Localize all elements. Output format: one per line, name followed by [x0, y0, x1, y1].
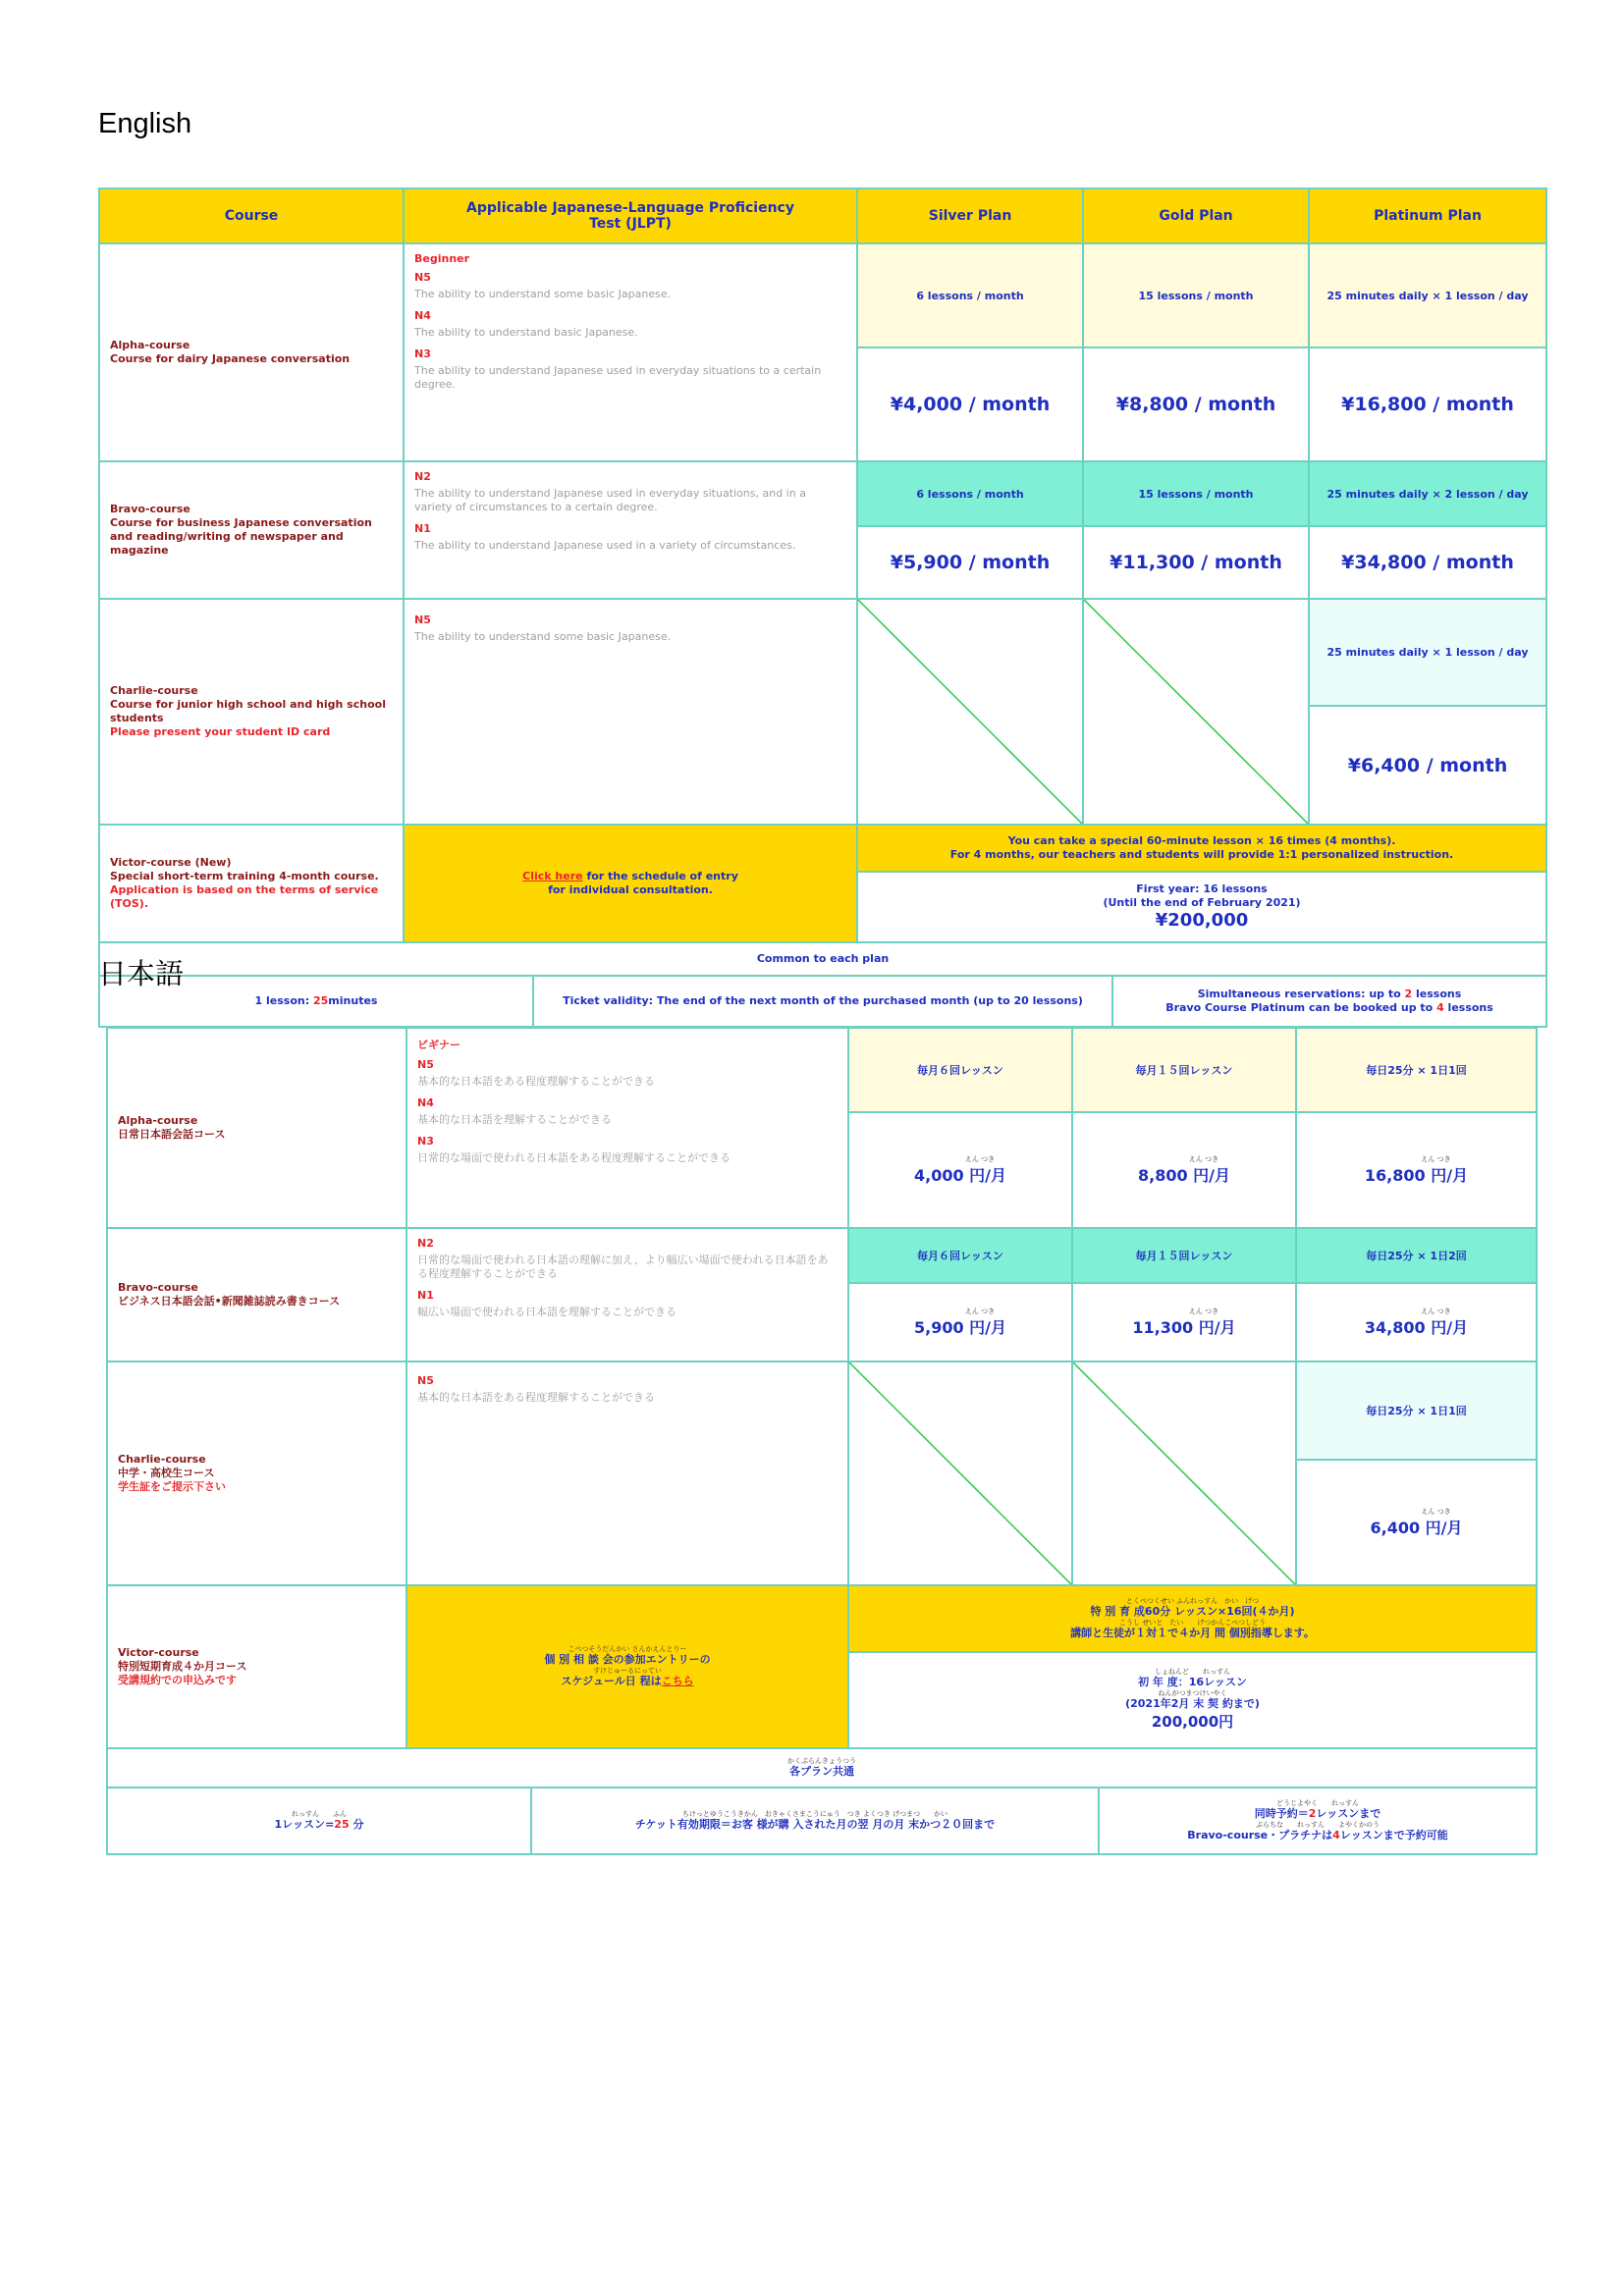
victor-course-cell [99, 825, 404, 942]
ruby-text: えん つき [964, 1154, 996, 1163]
special-line-2: 講師と生徒が１対１で４か月 間 個別指導します。 [1070, 1627, 1315, 1639]
special-line-1: 特 別 育 成60分 レッスン×16回(４か月) [1090, 1605, 1295, 1618]
diagonal-line [1084, 600, 1308, 824]
silver-not-available [857, 599, 1083, 825]
jp-bravo-gold-lessons: 毎月１５回レッスン [1072, 1228, 1296, 1283]
simul-value: 2 [1308, 1807, 1317, 1820]
ruby-text: しょねんど れっすん [1155, 1668, 1230, 1676]
jp-charlie-platinum-price-cell [1296, 1460, 1537, 1585]
jp-alpha-gold-price-cell [1072, 1112, 1296, 1228]
level-label: N4 [414, 309, 431, 322]
jp-alpha-platinum-lessons: 毎日25分 × 1日1回 [1296, 1028, 1537, 1112]
level-label: N5 [414, 614, 431, 626]
alpha-platinum-lessons: 25 minutes daily × 1 lesson / day [1309, 243, 1546, 347]
alpha-platinum-price: ¥16,800 / month [1309, 347, 1546, 461]
bravo-platinum-lessons: 25 minutes daily × 2 lesson / day [1309, 461, 1546, 526]
bravo-suffix: レッスンまで予約可能 [1339, 1829, 1448, 1842]
diagonal-line [1073, 1362, 1295, 1584]
bravo-value: 4 [1436, 1001, 1444, 1014]
lesson-value: 25 [334, 1818, 350, 1831]
course-desc: Course for dairy Japanese conversation [110, 352, 351, 365]
level-label: N5 [417, 1374, 434, 1387]
level-desc: 日常的な場面で使われる日本語をある程度理解することができる [417, 1151, 731, 1164]
jp-victor-special-cell [848, 1585, 1537, 1652]
ruby-text: ぷらちな れっすん よやくかのう [1256, 1821, 1380, 1829]
course-note: 受講規約での申込みです [118, 1674, 237, 1686]
ruby-text: えん つき [1421, 1154, 1451, 1163]
bravo-gold-price: ¥11,300 / month [1083, 526, 1309, 599]
course-note: Application is based on the terms of service (TOS). [110, 883, 379, 910]
jp-victor-entry-cell [406, 1585, 848, 1748]
course-desc: Course for business Japanese conversation and reading/writing of newspaper and magazine [110, 516, 372, 557]
lesson-suffix: minutes [328, 994, 378, 1007]
jp-ticket-validity [532, 1789, 1100, 1853]
header-jlpt: Applicable Japanese-Language Proficiency Test (JLPT) [404, 188, 857, 243]
japanese-section-title: 日本語 [98, 959, 185, 990]
ruby-text: こうし せいと たい げつかんこべつしどう [1119, 1619, 1266, 1627]
jp-bravo-platinum-price-cell [1296, 1283, 1537, 1362]
course-note: Please present your student ID card [110, 725, 331, 738]
ruby-text: えん つき [1188, 1307, 1219, 1315]
jp-bravo-silver-lessons: 毎月６回レッスン [848, 1228, 1072, 1283]
diagonal-line [849, 1362, 1071, 1584]
lesson-prefix: 1 lesson: [254, 994, 310, 1007]
ruby-text: えん つき [964, 1307, 996, 1315]
ruby-text: こべつそうだんかい さんかえんとりー [568, 1645, 687, 1653]
victor-price-cell [857, 872, 1546, 942]
jp-charlie-jlpt-cell [406, 1362, 848, 1585]
ruby-text: えん つき [1421, 1507, 1451, 1516]
simul-prefix: Simultaneous reservations: up to [1197, 988, 1405, 1000]
course-name: Bravo-course [118, 1281, 198, 1294]
jp-alpha-silver-lessons: 毎月６回レッスン [848, 1028, 1072, 1112]
charlie-platinum-lessons: 25 minutes daily × 1 lesson / day [1309, 599, 1546, 706]
jp-lesson-length [108, 1789, 532, 1853]
jp-victor-course-cell [107, 1585, 406, 1748]
course-name: Bravo-course [110, 503, 190, 515]
course-name: Charlie-course [118, 1453, 206, 1466]
first-year: First year: 16 lessons [1136, 882, 1268, 895]
first-year: 初 年 度：16レッスン [1138, 1676, 1247, 1688]
jp-alpha-jlpt-cell [406, 1028, 848, 1228]
alpha-silver-price: ¥4,000 / month [857, 347, 1083, 461]
bravo-suffix: lessons [1443, 1001, 1493, 1014]
level-desc: The ability to understand basic Japanese. [414, 326, 638, 339]
simul-suffix: lessons [1412, 988, 1462, 1000]
jp-bravo-platinum-price: 34,800 円/月 [1364, 1317, 1469, 1337]
course-desc: 日常日本語会話コース [118, 1128, 226, 1141]
until-date: (2021年2月 末 契 約まで) [1125, 1697, 1260, 1710]
common-title: 各プラン共通 [789, 1765, 854, 1778]
special-line-2: For 4 months, our teachers and students will provide 1:1 personalized instruction. [949, 848, 1454, 861]
ticket-text: チケット有効期限＝お客 様が購 入された月の翌 月の月 末かつ２０回まで [634, 1818, 996, 1831]
level-label: N5 [414, 271, 431, 284]
course-desc: Special short-term training 4-month course. [110, 870, 379, 882]
course-desc: ビジネス日本語会話•新聞雑誌読み書きコース [118, 1295, 341, 1308]
level-desc: 日常的な場面で使われる日本語の理解に加え、より幅広い場面で使われる日本語をある程度理解することができる [417, 1254, 829, 1280]
japanese-price-table [106, 1027, 1538, 1855]
bravo-platinum-price: ¥34,800 / month [1309, 526, 1546, 599]
level-desc: The ability to understand Japanese used in everyday situations to a certain degree. [414, 364, 822, 391]
level-label: ビギナー [417, 1039, 460, 1051]
course-name: Alpha-course [118, 1114, 198, 1127]
course-name: Charlie-course [110, 684, 198, 697]
ruby-text: すけじゅーるにってい [593, 1667, 662, 1675]
simul-suffix: レッスンまで [1316, 1807, 1381, 1820]
header-course: Course [99, 188, 404, 243]
alpha-gold-price: ¥8,800 / month [1083, 347, 1309, 461]
charlie-jlpt-cell [404, 599, 857, 825]
bravo-silver-lessons: 6 lessons / month [857, 461, 1083, 526]
level-desc: The ability to understand some basic Japanese. [414, 630, 672, 643]
ruby-text: どうじよやく れっすん [1276, 1799, 1359, 1807]
jp-alpha-platinum-price-cell [1296, 1112, 1537, 1228]
victor-entry-cell [404, 825, 857, 942]
ticket-validity: Ticket validity: The end of the next month of the purchased month (up to 20 lessons) [534, 977, 1113, 1026]
victor-special-cell [857, 825, 1546, 872]
ruby-text: ねんがつまつけいやく [1158, 1689, 1227, 1697]
level-label: Beginner [414, 252, 470, 265]
click-here-link[interactable]: Click here [522, 870, 583, 882]
bravo-prefix: Bravo-course・プラチナは [1187, 1829, 1333, 1842]
bravo-silver-price: ¥5,900 / month [857, 526, 1083, 599]
bravo-course-cell [99, 461, 404, 599]
level-label: N5 [417, 1058, 434, 1071]
lesson-suffix: 分 [349, 1818, 364, 1831]
course-name: Victor-course (New) [110, 856, 232, 869]
header-silver: Silver Plan [857, 188, 1083, 243]
charlie-course-cell [99, 599, 404, 825]
jp-charlie-platinum-lessons: 毎日25分 × 1日1回 [1296, 1362, 1537, 1460]
schedule-text: スケジュール日 程は [561, 1675, 662, 1687]
course-desc: 特別短期育成４か月コース [118, 1660, 247, 1673]
schedule-text: for the schedule of entry for individual consultation. [548, 870, 738, 896]
jp-alpha-course-cell [107, 1028, 406, 1228]
english-section-title: English [98, 108, 192, 139]
jp-gold-not-available [1072, 1362, 1296, 1585]
level-label: N3 [417, 1135, 434, 1148]
ruby-text: とくべつくせい ふんれっすん かい げつ [1125, 1597, 1260, 1605]
victor-price: 200,000円 [1151, 1713, 1234, 1731]
course-name: Victor-course [118, 1646, 199, 1659]
jp-bravo-silver-price-cell [848, 1283, 1072, 1362]
level-desc: 基本的な日本語を理解することができる [417, 1113, 612, 1126]
alpha-gold-lessons: 15 lessons / month [1083, 243, 1309, 347]
level-label: N3 [414, 347, 431, 360]
jp-bravo-gold-price-cell [1072, 1283, 1296, 1362]
level-desc: The ability to understand some basic Japanese. [414, 288, 672, 300]
bravo-gold-lessons: 15 lessons / month [1083, 461, 1309, 526]
course-desc: Course for junior high school and high school students [110, 698, 386, 724]
common-title: Common to each plan [99, 942, 1546, 976]
simul-value: 2 [1404, 988, 1413, 1000]
bravo-value: 4 [1332, 1829, 1340, 1842]
ruby-text: れっすん ふん [292, 1810, 347, 1818]
level-desc: 基本的な日本語をある程度理解することができる [417, 1075, 655, 1088]
level-desc: 基本的な日本語をある程度理解することができる [417, 1391, 655, 1404]
ruby-text: えん つき [1188, 1154, 1219, 1163]
level-label: N1 [414, 522, 431, 535]
jp-common-title-cell [107, 1748, 1537, 1788]
course-note: 学生証をご提示下さい [118, 1480, 226, 1493]
common-row [99, 976, 1546, 1027]
alpha-silver-lessons: 6 lessons / month [857, 243, 1083, 347]
alpha-course-cell [99, 243, 404, 461]
jp-bravo-platinum-lessons: 毎日25分 × 1日2回 [1296, 1228, 1537, 1283]
bravo-prefix: Bravo Course Platinum can be booked up to [1165, 1001, 1437, 1014]
charlie-platinum-price: ¥6,400 / month [1309, 706, 1546, 825]
jp-alpha-silver-price-cell [848, 1112, 1072, 1228]
alpha-jlpt-cell [404, 243, 857, 461]
jp-charlie-platinum-price: 6,400 円/月 [1370, 1518, 1463, 1537]
ruby-text: ちけっとゆうこうきかん おきゃくさまこうにゅう つき よくつき げつまつ かい [681, 1810, 948, 1818]
header-gold: Gold Plan [1083, 188, 1309, 243]
jp-bravo-jlpt-cell [406, 1228, 848, 1362]
ruby-text: かくぷらんきょうつう [787, 1757, 856, 1765]
jp-alpha-gold-price: 8,800 円/月 [1137, 1165, 1231, 1185]
jp-reservations [1100, 1789, 1536, 1853]
jp-alpha-gold-lessons: 毎月１５回レッスン [1072, 1028, 1296, 1112]
level-label: N2 [414, 470, 431, 483]
jp-bravo-course-cell [107, 1228, 406, 1362]
english-price-table [98, 187, 1547, 1028]
jp-alpha-silver-price: 4,000 円/月 [913, 1165, 1007, 1185]
ruby-text: えん つき [1421, 1307, 1451, 1315]
jp-bravo-silver-price: 5,900 円/月 [913, 1317, 1007, 1337]
course-desc: 中学・高校生コース [118, 1467, 215, 1479]
gold-not-available [1083, 599, 1309, 825]
special-line-1: You can take a special 60-minute lesson × 16 times (4 months). [1007, 834, 1396, 847]
entry-text: 個 別 相 談 会の参加エントリーの [544, 1653, 711, 1666]
level-desc: The ability to understand Japanese used in everyday situations, and in a variety of circumstances to a certain degree. [414, 487, 806, 513]
victor-price: ¥200,000 [1155, 910, 1249, 931]
lesson-value: 25 [312, 994, 329, 1007]
level-label: N2 [417, 1237, 434, 1250]
level-label: N4 [417, 1096, 434, 1109]
jp-charlie-course-cell [107, 1362, 406, 1585]
jp-silver-not-available [848, 1362, 1072, 1585]
course-name: Alpha-course [110, 339, 190, 351]
jp-bravo-gold-price: 11,300 円/月 [1132, 1317, 1236, 1337]
until-date: (Until the end of February 2021) [1103, 896, 1301, 909]
reservations [1113, 977, 1545, 1026]
lesson-prefix: 1レッスン= [274, 1818, 335, 1831]
jp-common-row [107, 1788, 1537, 1854]
level-desc: The ability to understand Japanese used in a variety of circumstances. [414, 539, 796, 552]
bravo-jlpt-cell [404, 461, 857, 599]
kochira-link[interactable]: こちら [661, 1675, 694, 1687]
level-desc: 幅広い場面で使われる日本語を理解することができる [417, 1306, 677, 1318]
header-platinum: Platinum Plan [1309, 188, 1546, 243]
jp-victor-price-cell [848, 1652, 1537, 1748]
diagonal-line [858, 600, 1082, 824]
jp-alpha-platinum-price: 16,800 円/月 [1364, 1165, 1469, 1185]
level-label: N1 [417, 1289, 434, 1302]
simul-prefix: 同時予約＝ [1254, 1807, 1309, 1820]
